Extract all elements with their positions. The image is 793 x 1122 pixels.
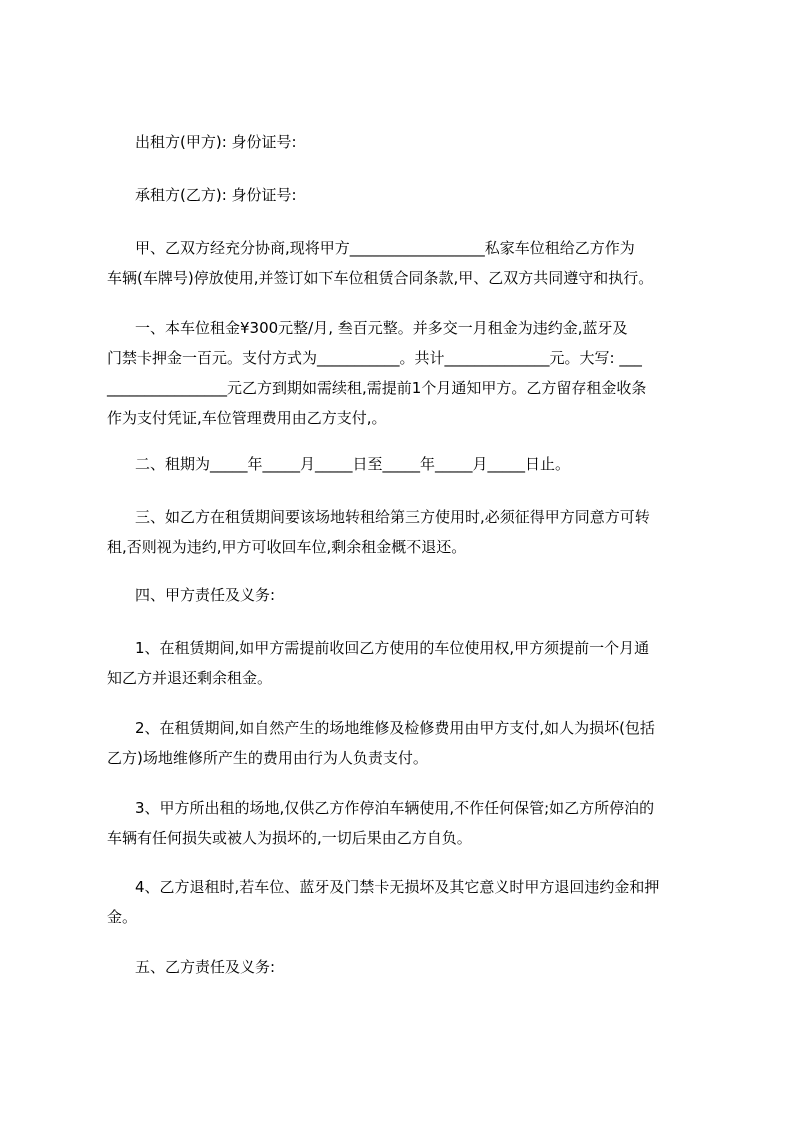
- clause-4-item-1-line-2: 知乙方并退还剩余租金。: [107, 669, 273, 687]
- clause-1-line-4: 作为支付凭证,车位管理费用由乙方支付,。: [107, 409, 387, 427]
- clause-2-line-1: 二、租期为_____年_____月_____日至_____年_____月_____日止。: [135, 455, 571, 473]
- clause-4-item-3-line-1: 3、甲方所出租的场地,仅供乙方作停泊车辆使用,不作任何保管;如乙方所停泊的: [135, 799, 655, 817]
- clause-1-line-3: ________________元乙方到期如需续租,需提前1个月通知甲方。乙方留存租金收条: [107, 379, 647, 397]
- clause-1-line-1: 一、本车位租金¥300元整/月, 叁百元整。并多交一月租金为违约金,蓝牙及: [135, 319, 628, 337]
- clause-4-item-3-line-2: 车辆有任何损失或被人为损坏的,一切后果由乙方自负。: [107, 829, 472, 847]
- clause-4-item-1-line-1: 1、在租赁期间,如甲方需提前收回乙方使用的车位使用权,甲方须提前一个月通: [135, 639, 650, 657]
- clause-4-item-4-line-2: 金。: [107, 908, 138, 926]
- clause-4-item-2-line-2: 乙方)场地维修所产生的费用由行为人负责支付。: [107, 749, 428, 767]
- clause-1-paragraph: [107, 313, 707, 433]
- lessor-text: 出租方(甲方): 身份证号:: [135, 133, 297, 151]
- clause-4-item-1: [107, 633, 707, 693]
- lessee-text: 承租方(乙方): 身份证号:: [135, 186, 297, 204]
- clause-4-item-2-line-1: 2、在租赁期间,如自然产生的场地维修及检修费用由甲方支付,如人为损坏(包括: [135, 719, 655, 737]
- lessee-line: [107, 180, 707, 210]
- intro-line-2: 车辆(车牌号)停放使用,并签订如下车位租赁合同条款,甲、乙双方共同遵守和执行。: [107, 269, 654, 287]
- clause-4-title: [107, 580, 707, 610]
- clause-3-line-1: 三、如乙方在租赁期间要该场地转租给第三方使用时,必须征得甲方同意方可转: [135, 508, 650, 526]
- clause-3-line-2: 租,否则视为违约,甲方可收回车位,剩余租金概不退还。: [107, 538, 467, 556]
- clause-4-item-2: [107, 713, 707, 773]
- lessor-line: [107, 127, 707, 157]
- intro-paragraph: [107, 233, 707, 293]
- clause-3-paragraph: [107, 502, 707, 562]
- clause-4-item-3: [107, 793, 707, 853]
- clause-5-title: [107, 952, 707, 982]
- clause-2-paragraph: [107, 449, 707, 479]
- clause-1-line-2: 门禁卡押金一百元。支付方式为___________。共计______________元。大写: ___: [107, 349, 642, 367]
- clause-5-title-text: 五、乙方责任及义务:: [135, 958, 276, 976]
- clause-4-item-4-line-1: 4、乙方退租时,若车位、蓝牙及门禁卡无损坏及其它意义时甲方退回违约金和押: [135, 878, 660, 896]
- clause-4-item-4: [107, 872, 707, 932]
- clause-4-title-text: 四、甲方责任及义务:: [135, 586, 276, 604]
- intro-line-1: 甲、乙双方经充分协商,现将甲方__________________私家车位租给乙方作为: [135, 239, 635, 257]
